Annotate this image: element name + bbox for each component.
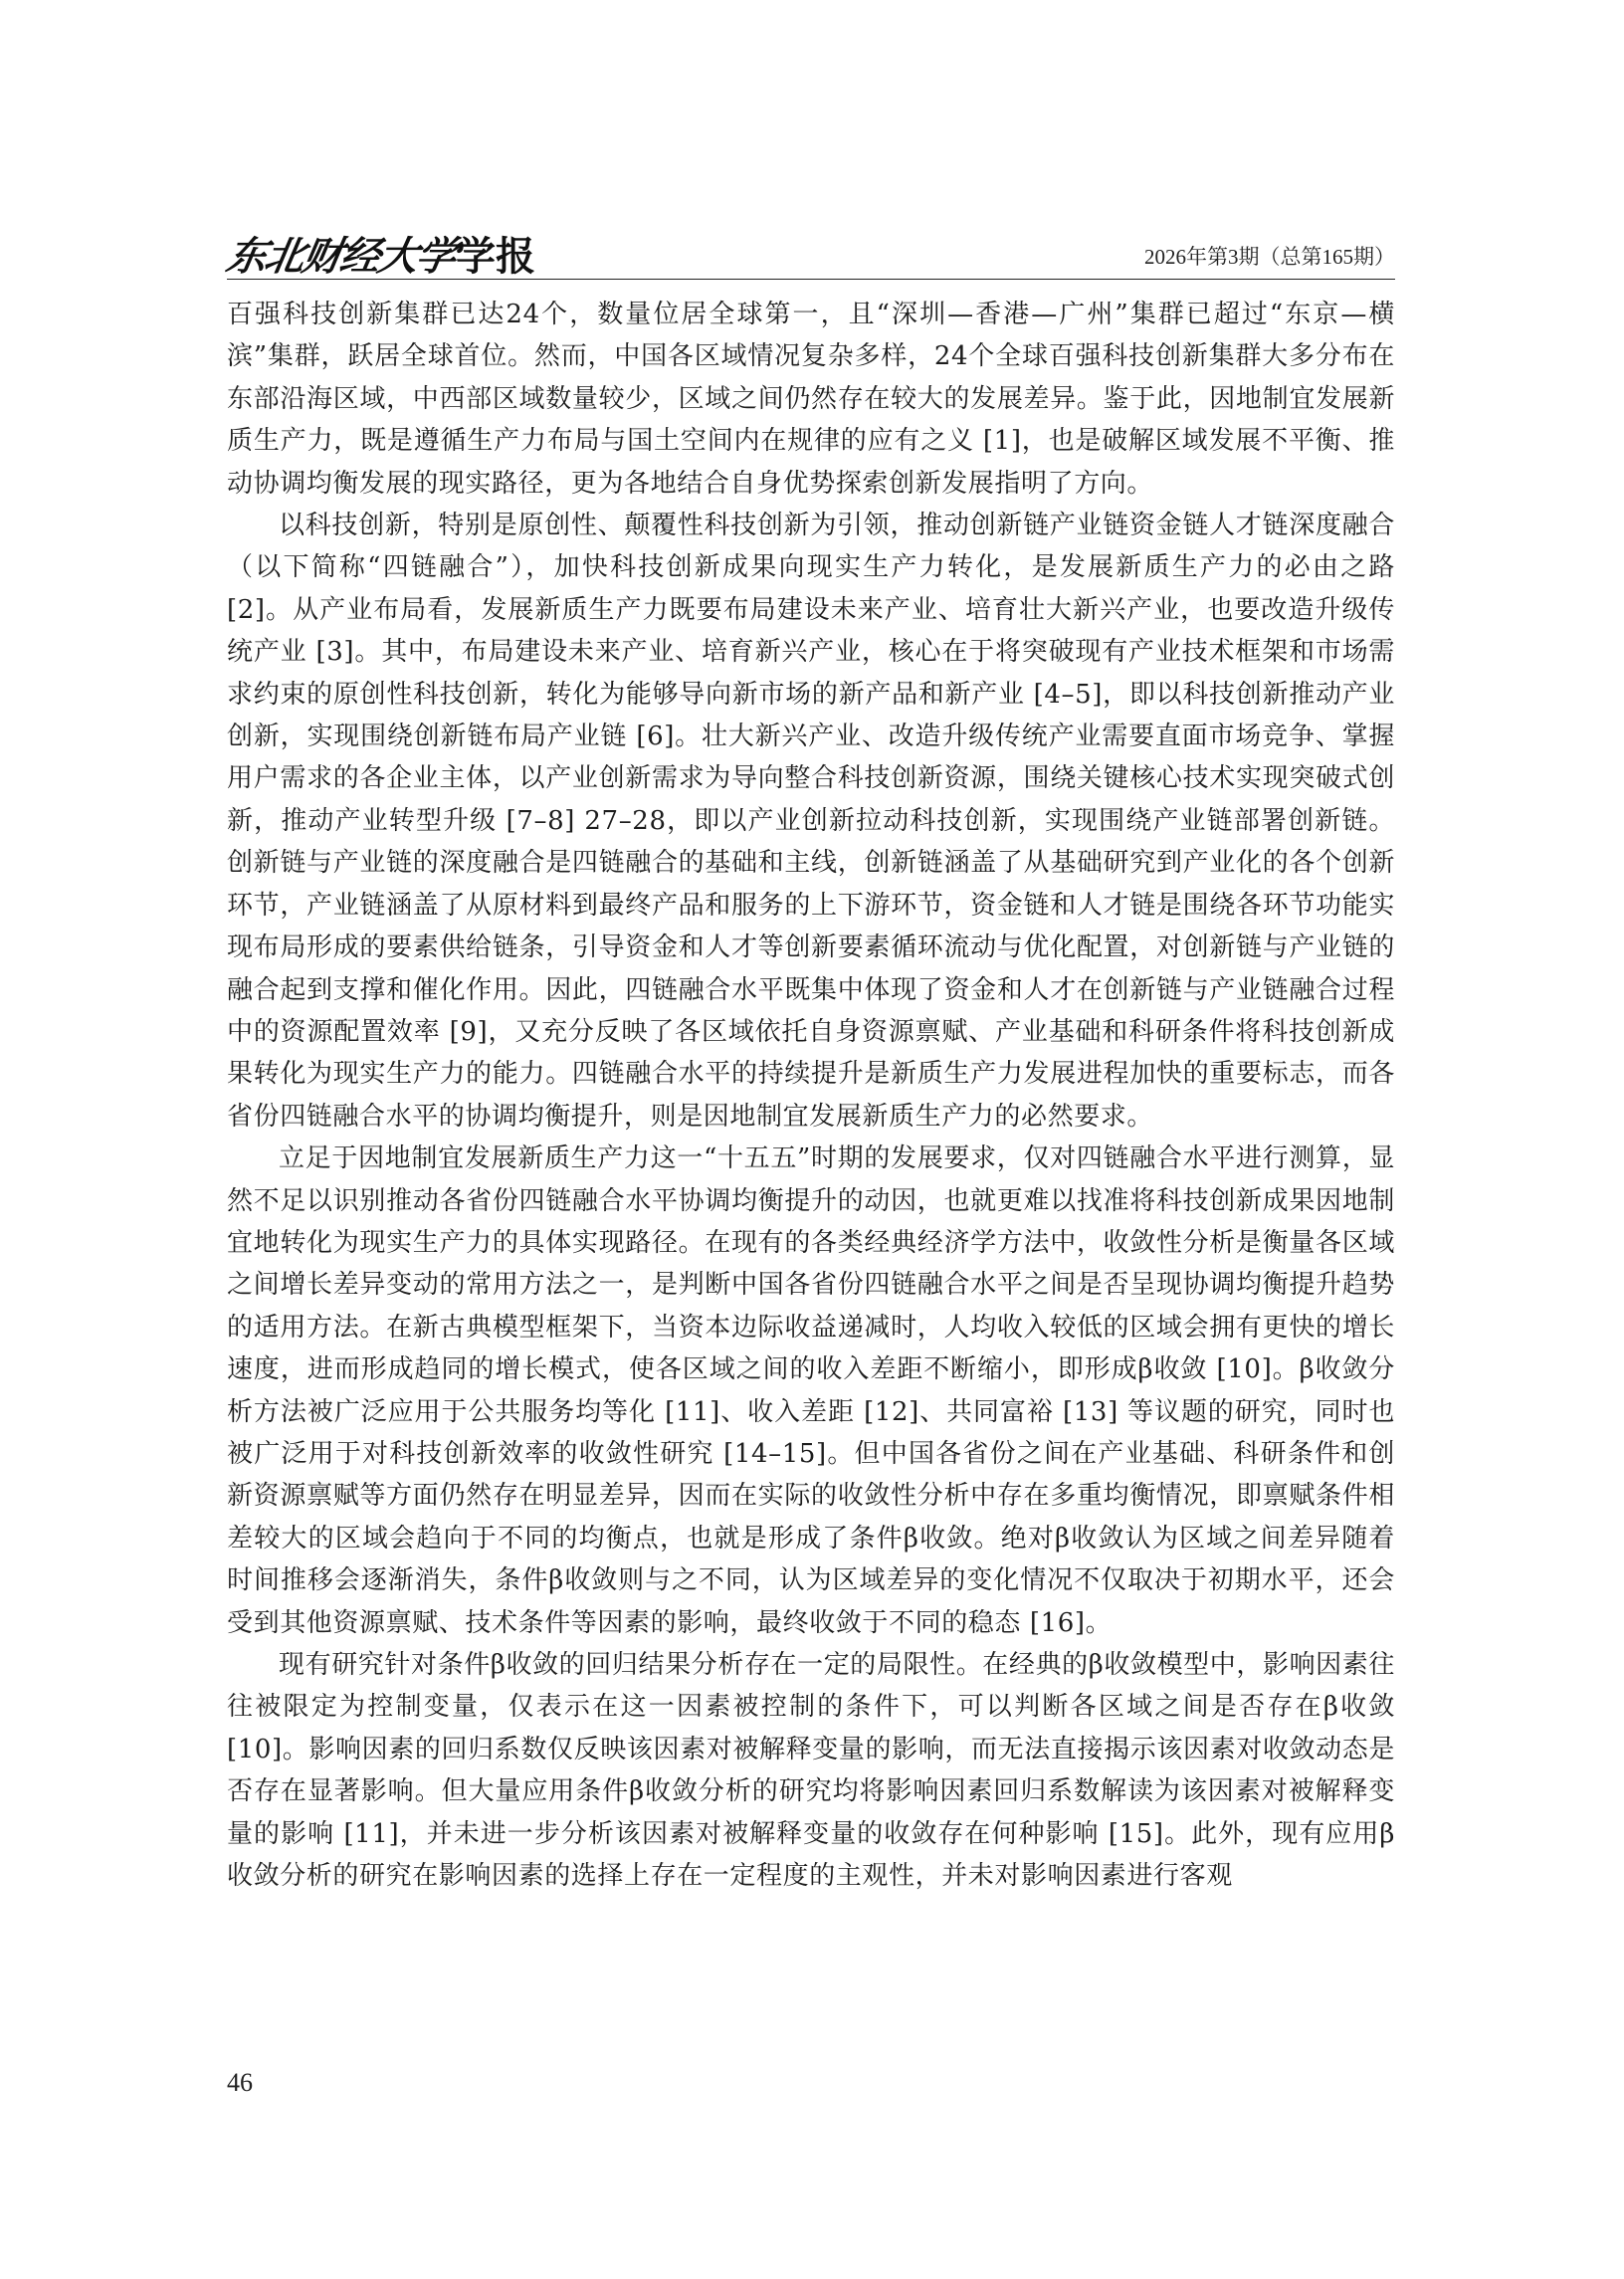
journal-title-suffix: 学报: [456, 233, 535, 280]
journal-calligraphy-title: 东北财经大学: [222, 233, 459, 280]
body-text: [227, 294, 1395, 1897]
paragraph-4: 现有研究针对条件β收敛的回归结果分析存在一定的局限性。在经典的β收敛模型中，影响因素往往被限定为控制变量，仅表示在这一因素被控制的条件下，可以判断各区域之间是否存在β收敛 [10]。影响因素的回归系数仅反映该因素对被解释变量的影响，而无法直接揭示该因素对收敛动态是否存在显著影响。但大量应用条件β收敛分析的研究均将影响因素回归系数解读为该因素对被解释变量的影响 [11]，并未进一步分析该因素对被解释变量的收敛存在何种影响 [15]。此外，现有应用β收敛分析的研究在影响因素的选择上存在一定程度的主观性，并未对影响因素进行客观: [227, 1650, 1395, 1892]
running-header: [222, 219, 1395, 280]
journal-logo: [222, 221, 535, 280]
paragraph-3: 立足于因地制宜发展新质生产力这一“十五五”时期的发展要求，仅对四链融合水平进行测算，显然不足以识别推动各省份四链融合水平协调均衡提升的动因，也就更难以找准将科技创新成果因地制宜地转化为现实生产力的具体实现路径。在现有的各类经典经济学方法中，收敛性分析是衡量各区域之间增长差异变动的常用方法之一，是判断中国各省份四链融合水平之间是否呈现协调均衡提升趋势的适用方法。在新古典模型框架下，当资本边际收益递减时，人均收入较低的区域会拥有更快的增长速度，进而形成趋同的增长模式，使各区域之间的收入差距不断缩小，即形成β收敛 [10]。β收敛分析方法被广泛应用于公共服务均等化 [11]、收入差距 [12]、共同富裕 [13] 等议题的研究，同时也被广泛用于对科技创新效率的收敛性研究 [14–15]。但中国各省份之间在产业基础、科研条件和创新资源禀赋等方面仍然存在明显差异，因而在实际的收敛性分析中存在多重均衡情况，即禀赋条件相差较大的区域会趋向于不同的均衡点，也就是形成了条件β收敛。绝对β收敛认为区域之间差异随着时间推移会逐渐消失，条件β收敛则与之不同，认为区域差异的变化情况不仅取决于初期水平，还会受到其他资源禀赋、技术条件等因素的影响，最终收敛于不同的稳态 [16]。: [227, 1143, 1395, 1638]
paragraph-2: 以科技创新，特别是原创性、颠覆性科技创新为引领，推动创新链产业链资金链人才链深度融合（以下简称“四链融合”），加快科技创新成果向现实生产力转化，是发展新质生产力的必由之路 [2]。从产业布局看，发展新质生产力既要布局建设未来产业、培育壮大新兴产业，也要改造升级传统产业 [3]。其中，布局建设未来产业、培育新兴产业，核心在于将突破现有产业技术框架和市场需求约束的原创性科技创新，转化为能够导向新市场的新产品和新产业 [4–5]，即以科技创新推动产业创新，实现围绕创新链布局产业链 [6]。壮大新兴产业、改造升级传统产业需要直面市场竞争、掌握用户需求的各企业主体，以产业创新需求为导向整合科技创新资源，围绕关键核心技术实现突破式创新，推动产业转型升级 [7–8] 27–28，即以产业创新拉动科技创新，实现围绕产业链部署创新链。创新链与产业链的深度融合是四链融合的基础和主线，创新链涵盖了从基础研究到产业化的各个创新环节，产业链涵盖了从原材料到最终产品和服务的上下游环节，资金链和人才链是围绕各环节功能实现布局形成的要素供给链条，引导资金和人才等创新要素循环流动与优化配置，对创新链与产业链的融合起到支撑和催化作用。因此，四链融合水平既集中体现了资金和人才在创新链与产业链融合过程中的资源配置效率 [9]，又充分反映了各区域依托自身资源禀赋、产业基础和科研条件将科技创新成果转化为现实生产力的能力。四链融合水平的持续提升是新质生产力发展进程加快的重要标志，而各省份四链融合水平的协调均衡提升，则是因地制宜发展新质生产力的必然要求。: [227, 511, 1395, 1132]
paragraph-1: 百强科技创新集群已达24个，数量位居全球第一，且“深圳—香港—广州”集群已超过“东京—横滨”集群，跃居全球首位。然而，中国各区域情况复杂多样，24个全球百强科技创新集群大多分布在东部沿海区域，中西部区域数量较少，区域之间仍然存在较大的发展差异。鉴于此，因地制宜发展新质生产力，既是遵循生产力布局与国土空间内在规律的应有之义 [1]，也是破解区域发展不平衡、推动协调均衡发展的现实路径，更为各地结合自身优势探索创新发展指明了方向。: [227, 300, 1395, 499]
issue-info: 2026年第3期（总第165期）: [1144, 245, 1395, 269]
page-number: 46: [227, 2068, 253, 2097]
